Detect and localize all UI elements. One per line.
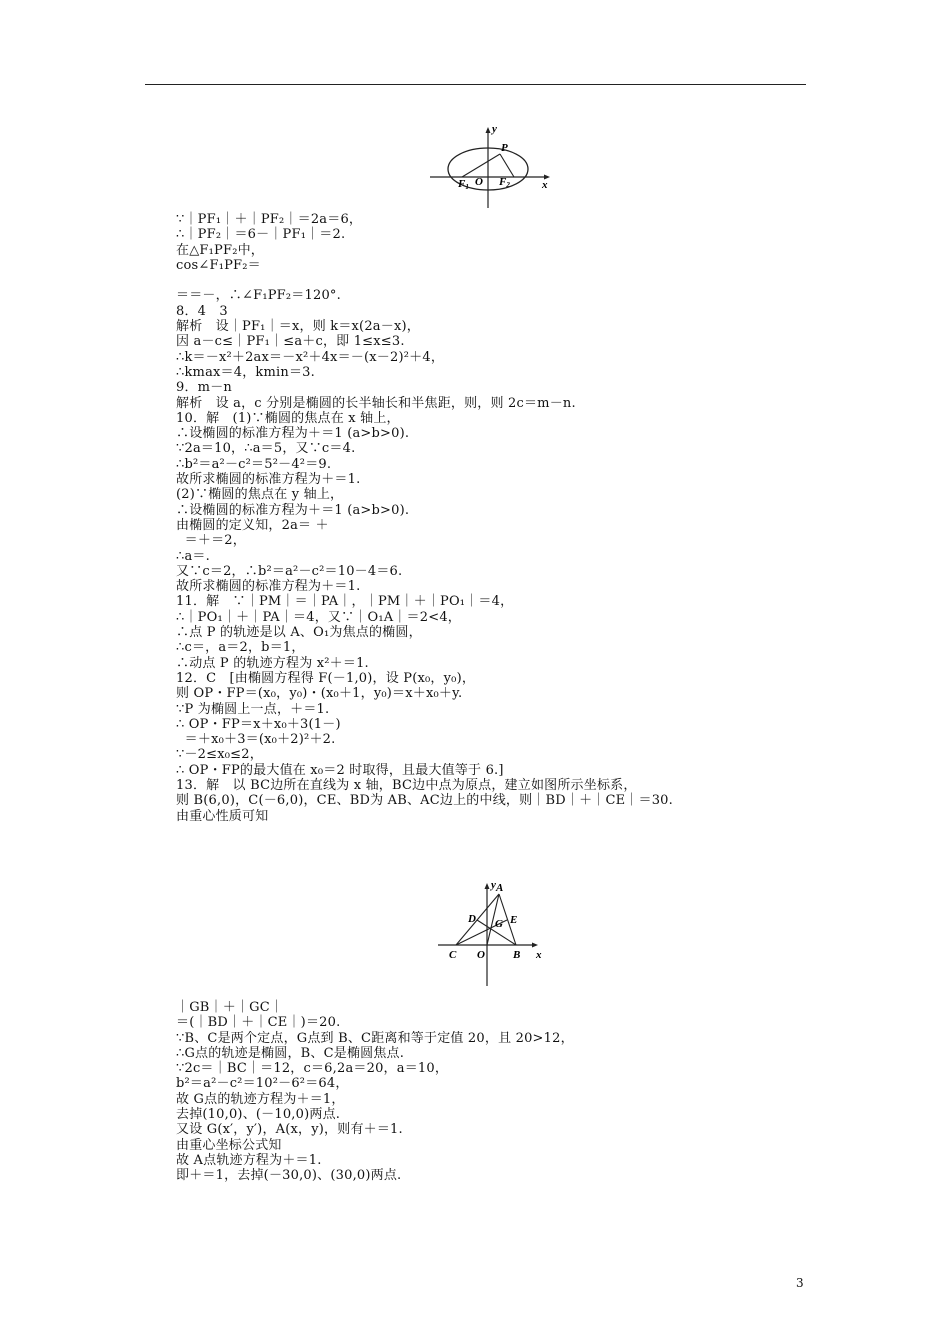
text-line: ∴ OP・FP＝x＋x₀＋3(1－) — [176, 716, 341, 732]
y-axis-arrow — [486, 127, 491, 133]
y-axis-label: y — [492, 123, 497, 135]
text-line: 又∵c＝2，∴b²＝a²－c²＝10－4＝6. — [176, 563, 403, 579]
y-axis-arrow — [485, 883, 490, 889]
text-line: b²＝a²－c²＝10²－6²＝64， — [176, 1076, 349, 1092]
text-line: 故 A点轨迹方程为＋＝1. — [176, 1152, 322, 1168]
text-line: ∴动点 P 的轨迹方程为 x²＋＝1. — [176, 655, 369, 671]
text-line: 11．解 ∵｜PM｜＝｜PA｜，｜PM｜＋｜PO₁｜＝4， — [176, 594, 514, 610]
text-line: ∵P 为椭圆上一点，＋＝1. — [176, 701, 330, 717]
text-line: 由重心性质可知 — [176, 808, 269, 824]
text-line: ∴ OP・FP的最大值在 x₀＝2 时取得，且最大值等于 6.] — [176, 762, 504, 778]
point-d-label: D — [468, 913, 476, 925]
text-line: ∴设椭圆的标准方程为＋＝1 (a>b>0). — [176, 426, 410, 442]
text-line: 又设 G(x′，y′)，A(x，y)，则有＋＝1. — [176, 1122, 403, 1138]
segment-pf1 — [462, 154, 500, 177]
text-line: ∵｜PF₁｜＋｜PF₂｜＝2a＝6， — [176, 212, 363, 227]
text-line: ∵B、C是两个定点，G点到 B、C距离和等于定值 20，且 20>12， — [176, 1030, 574, 1046]
solution-text-block-2 — [176, 1000, 816, 1184]
text-line: 故 G点的轨迹方程为＋＝1， — [176, 1091, 345, 1107]
text-line — [176, 273, 816, 288]
text-line: ∴设椭圆的标准方程为＋＝1 (a>b>0). — [176, 502, 410, 518]
segment-pf2 — [500, 154, 514, 177]
text-line: ＝＋＝2， — [176, 533, 246, 549]
text-line: ∵－2≤x₀≤2， — [176, 747, 263, 763]
text-line: 去掉(10,0)、(－10,0)两点. — [176, 1107, 341, 1123]
ellipse-figure — [428, 120, 558, 212]
text-line: cos∠F₁PF₂＝ — [176, 257, 261, 273]
text-line: 9．m－n — [176, 380, 232, 396]
text-line: ∴k＝－x²＋2ax＝－x²＋4x＝－(x－2)²＋4， — [176, 349, 445, 365]
text-line: ∴c＝，a＝2，b＝1， — [176, 640, 305, 656]
point-b-label: B — [513, 949, 521, 961]
text-line: ＝(｜BD｜＋｜CE｜)＝20. — [176, 1015, 341, 1031]
text-line: 解析 设｜PF₁｜＝x，则 k＝x(2a－x)， — [176, 319, 420, 335]
text-line: 在△F₁PF₂中， — [176, 242, 265, 258]
origin-label: O — [477, 949, 485, 961]
point-c-label: C — [449, 949, 457, 961]
page-number: 3 — [796, 1276, 804, 1290]
text-line: 由重心坐标公式知 — [176, 1137, 282, 1153]
text-line: ∴b²＝a²－c²＝5²－4²＝9. — [176, 456, 332, 472]
triangle-figure — [432, 878, 552, 988]
text-line: 故所求椭圆的标准方程为＋＝1. — [176, 579, 361, 595]
text-line: 由椭圆的定义知，2a＝ ＋ — [176, 517, 329, 533]
solution-text-block-1 — [176, 212, 816, 824]
text-line: ∴｜PF₂｜＝6－｜PF₁｜＝2. — [176, 227, 346, 243]
text-line: ｜GB｜＋｜GC｜ — [176, 1000, 284, 1015]
text-line: 故所求椭圆的标准方程为＋＝1. — [176, 472, 361, 488]
text-line: 则 B(6,0)，C(－6,0)，CE、BD为 AB、AC边上的中线，则｜BD｜＋｜CE｜＝30. — [176, 793, 673, 809]
x-axis-arrow — [532, 943, 538, 948]
focus-f2-label: F2 — [499, 176, 510, 189]
text-line: ∴a＝. — [176, 548, 210, 564]
point-p-label: P — [501, 142, 508, 154]
text-line: 10．解 (1)∵椭圆的焦点在 x 轴上， — [176, 410, 400, 426]
y-axis-label: y — [491, 879, 496, 891]
origin-label: O — [475, 176, 483, 188]
focus-f1-label: F1 — [458, 178, 469, 191]
x-axis-label: x — [542, 179, 548, 191]
point-e-label: E — [510, 914, 518, 926]
point-a-label: A — [496, 882, 504, 894]
text-line: 8．4 3 — [176, 303, 228, 319]
text-line: 因 a－c≤｜PF₁｜≤a＋c，即 1≤x≤3. — [176, 334, 405, 350]
header-rule — [145, 84, 806, 85]
text-line: 解析 设 a，c 分别是椭圆的长半轴长和半焦距，则，则 2c＝m－n. — [176, 395, 576, 411]
text-line: 则 OP・FP＝(x₀，y₀)・(x₀＋1，y₀)＝x＋x₀＋y. — [176, 686, 463, 702]
point-g-label: G — [495, 918, 503, 930]
text-line: ∴｜PO₁｜＋｜PA｜＝4，又∵｜O₁A｜＝2<4， — [176, 609, 461, 625]
text-line: 13．解 以 BC边所在直线为 x 轴，BC边中点为原点，建立如图所示坐标系， — [176, 777, 637, 793]
text-line: (2)∵椭圆的焦点在 y 轴上， — [176, 487, 344, 503]
text-line: ＝＋x₀＋3＝(x₀＋2)²＋2. — [176, 732, 336, 748]
text-line: 即＋＝1，去掉(－30,0)、(30,0)两点. — [176, 1168, 402, 1184]
text-line: ＝＝－，∴∠F₁PF₂＝120°. — [176, 288, 341, 304]
text-line: 12．C [由椭圆方程得 F(－1,0)，设 P(x₀，y₀)， — [176, 670, 476, 686]
text-line: ∴点 P 的轨迹是以 A、O₁为焦点的椭圆， — [176, 625, 422, 641]
text-line: ∴G点的轨迹是椭圆，B、C是椭圆焦点. — [176, 1045, 405, 1061]
text-line: ∵2a＝10，∴a＝5，又∵c＝4. — [176, 441, 356, 457]
text-line: ∵2c＝｜BC｜＝12，c＝6,2a＝20，a＝10， — [176, 1061, 449, 1077]
text-line: ∴kmax＝4，kmin＝3. — [176, 364, 315, 380]
x-axis-label: x — [536, 949, 542, 961]
